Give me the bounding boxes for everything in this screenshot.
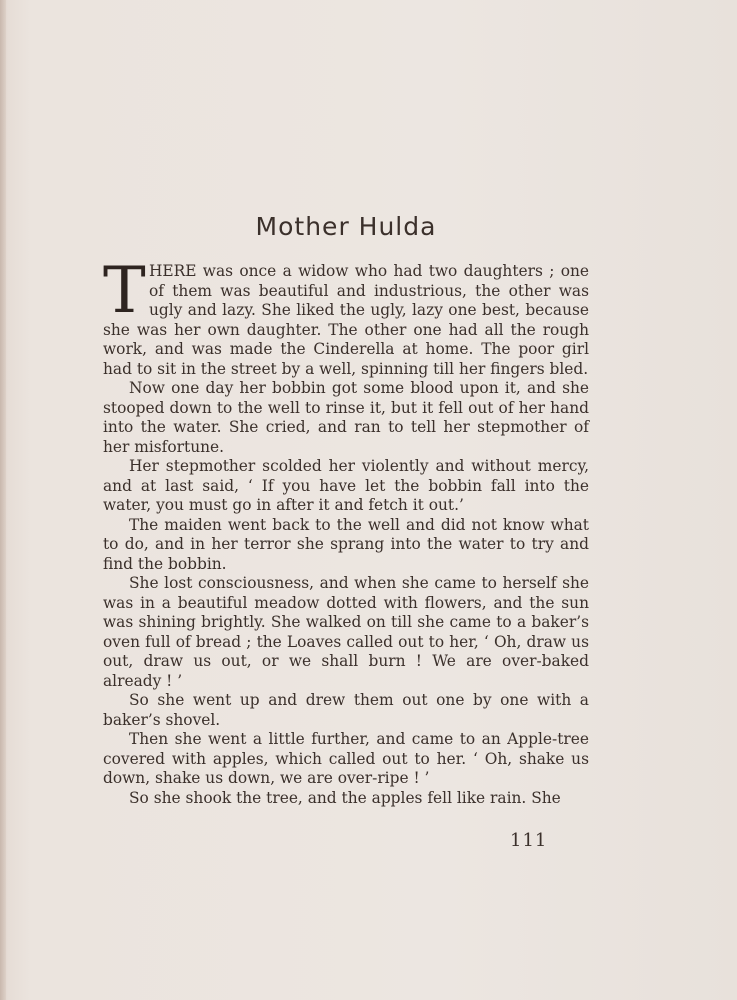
paragraph-3: Her stepmother scolded her violently and without mercy, and at last said, ‘ If you have let the bobbin fall into the water, you must go in after it and fetch it out.’ xyxy=(103,457,589,514)
paragraph-4: The maiden went back to the well and did not know what to do, and in her terror she sprang into the water to try and find the bobbin. xyxy=(103,515,589,573)
paragraph-5: She lost consciousness, and when she came to herself she was in a beautiful meadow dotted with flowers, and the sun was shining brightly. She walked on till she came to a baker’s oven full of bread ; the Loaves called out to her, ‘ Oh, draw us out, draw us out, or we shall burn ! We are over-baked already ! ’ xyxy=(103,574,589,690)
paragraph-7: Then she went a little further, and came to an Apple-tree covered with apples, which called out to her. ‘ Oh, shake us down, shake us down, we are over-ripe ! ’ xyxy=(103,730,589,787)
drop-cap: T xyxy=(103,254,146,328)
page-number: 111 xyxy=(510,830,548,851)
paragraph-8: So she shook the tree, and the apples fell like rain. She xyxy=(129,788,561,807)
paragraph-1-text: HERE was once a widow who had two daughters ; one of them was beautiful and industrious, the other was ugly and lazy. She liked the ugly, lazy one best, because she was her own daughter. The other one had all the rough work, and was made the Cinderella at home. The poor girl had to sit in the street by a well, spinning till her fingers bled. xyxy=(103,262,589,378)
page-edge xyxy=(0,0,6,1000)
paragraph-1 xyxy=(103,254,589,379)
paragraph-6: So she went up and drew them out one by one with a baker’s shovel. xyxy=(103,691,589,729)
paragraph-2: Now one day her bobbin got some blood upon it, and she stooped down to the well to rinse it, but it fell out of her hand into the water. She cried, and ran to tell her stepmother of her misfortune. xyxy=(103,379,589,456)
story-text xyxy=(103,254,589,808)
chapter-title: Mother Hulda xyxy=(255,212,437,241)
